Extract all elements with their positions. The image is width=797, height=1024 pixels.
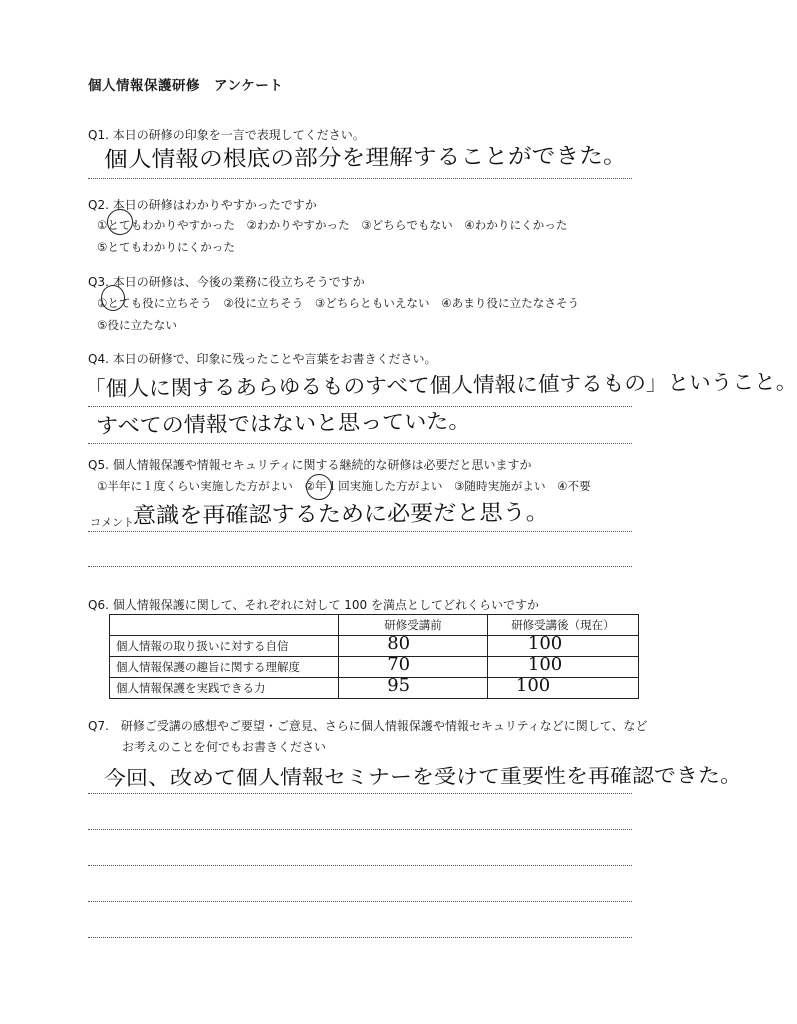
q7-answer-line1 xyxy=(88,793,632,794)
q3-selected-circle xyxy=(101,285,125,311)
q1-answer-line xyxy=(88,178,632,179)
q7-question-line1: Q7. 研修ご受講の感想やご要望・ご意見、さらに個人情報保護や情報セキュリティなどに関して、など xyxy=(88,719,648,733)
q7-answer-line4 xyxy=(88,901,632,902)
q6-before-cell[interactable] xyxy=(339,675,488,699)
q4-answer-line2-rule xyxy=(88,443,632,444)
q5-comment-line1 xyxy=(88,531,632,532)
q7-answer-line3 xyxy=(88,865,632,866)
q6-header-after: 研修受講後（現在） xyxy=(487,615,638,636)
q2-options-line1[interactable]: ①とてもわかりやすかった ②わかりやすかった ③どちらでもない ④わかりにくかった xyxy=(97,218,568,232)
q7-answer-line5 xyxy=(88,937,632,938)
q4-answer-line1-rule xyxy=(88,406,632,407)
q4-question: Q4. 本日の研修で、印象に残ったことや言葉をお書きください。 xyxy=(88,352,437,366)
q7-answer[interactable]: 今回、改めて個人情報セミナーを受けて重要性を再確認できた。 xyxy=(103,762,743,790)
survey-title: 個人情報保護研修 アンケート xyxy=(88,78,284,94)
q6-after-cell[interactable] xyxy=(487,633,638,657)
q6-score-table xyxy=(109,614,639,699)
q5-selected-circle xyxy=(306,474,332,500)
q6-after-cell[interactable] xyxy=(487,675,638,699)
q6-after-cell[interactable] xyxy=(487,654,638,678)
q6-header-blank xyxy=(110,615,339,636)
q6-before-value: 80 xyxy=(387,633,411,654)
table-row xyxy=(110,678,639,699)
q3-options-line2[interactable]: ⑤役に立たない xyxy=(97,318,177,332)
q6-row-label: 個人情報の取り扱いに対する自信 xyxy=(110,636,339,657)
q2-question: Q2. 本日の研修はわかりやすかったですか xyxy=(88,198,317,212)
table-row xyxy=(110,657,639,678)
q6-before-value: 70 xyxy=(387,654,411,675)
q2-options-line2[interactable]: ⑤とてもわかりにくかった xyxy=(97,240,235,254)
q6-after-value: 100 xyxy=(527,633,563,654)
q3-question: Q3. 本日の研修は、今後の業務に役立ちそうですか xyxy=(88,275,365,289)
q3-options-line1[interactable]: ①とても役に立ちそう ②役に立ちそう ③どちらともいえない ④あまり役に立たなさそう xyxy=(97,296,580,310)
q6-after-value: 100 xyxy=(515,675,551,696)
q6-before-cell[interactable] xyxy=(339,633,488,657)
q5-comment-line2 xyxy=(88,566,632,567)
q5-question: Q5. 個人情報保護や情報セキュリティに関する継続的な研修は必要だと思いますか xyxy=(88,458,532,472)
q5-comment-label: コメント xyxy=(90,516,134,529)
q1-question: Q1. 本日の研修の印象を一言で表現してください。 xyxy=(88,128,365,142)
q2-selected-circle xyxy=(107,209,133,235)
q6-after-value: 100 xyxy=(527,654,563,675)
q5-comment[interactable]: 意識を再確認するために必要だと思う。 xyxy=(132,500,549,529)
q7-question-line2: お考えのことを何でもお書きください xyxy=(122,740,327,754)
q6-before-cell[interactable] xyxy=(339,654,488,678)
q6-before-value: 95 xyxy=(387,675,411,696)
q1-answer[interactable]: 個人情報の根底の部分を理解することができた。 xyxy=(103,143,627,173)
q5-options[interactable]: ①半年に１度くらい実施した方がよい ②年１回実施した方がよい ③随時実施がよい ④不要 xyxy=(97,479,591,493)
q6-question: Q6. 個人情報保護に関して、それぞれに対して 100 を満点としてどれくらいですか xyxy=(88,598,540,612)
q4-answer-line1[interactable]: 「個人に関するあらゆるものすべて個人情報に値するもの」ということ。 xyxy=(83,369,797,401)
q6-row-label: 個人情報保護を実践できる力 xyxy=(110,678,339,699)
q6-row-label: 個人情報保護の趣旨に関する理解度 xyxy=(110,657,339,678)
q6-header-before: 研修受講前 xyxy=(339,615,488,636)
q4-answer-line2[interactable]: すべての情報ではないと思っていた。 xyxy=(95,409,471,438)
q7-answer-line2 xyxy=(88,829,632,830)
